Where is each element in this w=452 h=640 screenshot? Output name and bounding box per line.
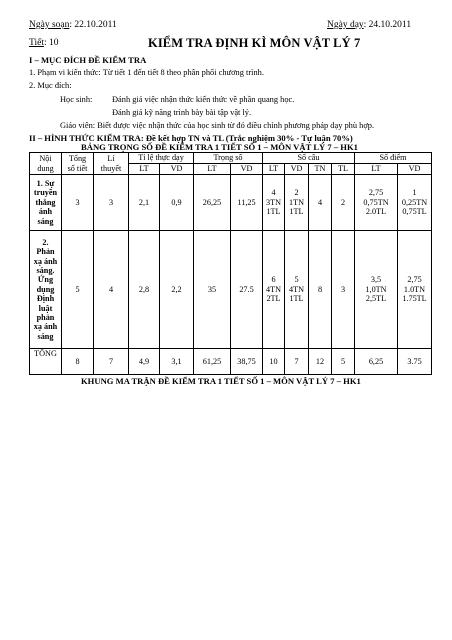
table-row	[30, 231, 432, 349]
sub-header: LT	[129, 164, 160, 175]
cell-sc-vd: 2 1TN 1TL	[285, 175, 309, 231]
date-composed-value: : 22.10.2011	[69, 20, 117, 30]
student-goal-2: Đánh giá kỹ năng trình bày bài tập vật lý.	[112, 108, 252, 117]
date-taught	[327, 20, 411, 30]
col-ti-le: Tỉ lệ thực dạy	[129, 153, 194, 164]
total-label: TỔNG	[30, 349, 62, 375]
cell-ts-lt: 26,25	[194, 175, 231, 231]
student-bullet	[60, 95, 92, 104]
col-tong-so-tiet: Tổng số tiết	[62, 153, 94, 175]
sub-header: TL	[332, 164, 355, 175]
cell-tong: 5	[62, 231, 94, 349]
total-ts-lt: 61,25	[194, 349, 231, 375]
col-trong-so: Trọng số	[194, 153, 263, 164]
student-goal-1: Đánh giá việc nhận thức kiến thức về phần quang học.	[112, 95, 295, 104]
sub-header: VD	[160, 164, 194, 175]
total-tong: 8	[62, 349, 94, 375]
student-label: Học sinh:	[60, 95, 93, 104]
table-title: BẢNG TRỌNG SỐ ĐỀ KIỂM TRA 1 TIẾT SỐ 1 – MÔN VẬT LÝ 7 – HK1	[81, 142, 358, 152]
matrix-title: KHUNG MA TRẬN ĐỀ KIỂM TRA 1 TIẾT SỐ 1 – MÔN VẬT LÝ 7 – HK1	[81, 376, 361, 386]
cell-ts-vd: 27.5	[231, 231, 263, 349]
cell-tl: 2	[332, 175, 355, 231]
date-composed	[29, 20, 117, 30]
total-sd-vd: 3.75	[398, 349, 432, 375]
cell-tl-vd: 0,9	[160, 175, 194, 231]
cell-sd-lt: 2,75 0,75TN 2.0TL	[355, 175, 398, 231]
cell-ts-lt: 35	[194, 231, 231, 349]
total-ts-vd: 38,75	[231, 349, 263, 375]
col-li-thuyet: Lí thuyết	[94, 153, 129, 175]
lesson-label: Tiết	[29, 38, 44, 48]
sub-header: TN	[309, 164, 332, 175]
sub-header: VD	[398, 164, 432, 175]
table-total-row	[30, 349, 432, 375]
scope-line: 1. Phạm vi kiến thức: Từ tiết 1 đến tiết 8 theo phân phối chương trình.	[29, 68, 264, 77]
cell-tl-vd: 2,2	[160, 231, 194, 349]
col-so-cau: Số câu	[263, 153, 355, 164]
cell-sc-lt: 4 3TN 1TL	[263, 175, 285, 231]
sub-header: VD	[231, 164, 263, 175]
cell-tl-lt: 2,8	[129, 231, 160, 349]
sub-header: LT	[194, 164, 231, 175]
cell-lt: 4	[94, 231, 129, 349]
cell-tn: 8	[309, 231, 332, 349]
cell-sd-lt: 3,5 1,0TN 2,5TL	[355, 231, 398, 349]
lesson-number	[29, 38, 58, 48]
cell-sd-vd: 2,75 1.0TN 1.75TL	[398, 231, 432, 349]
sub-header: LT	[355, 164, 398, 175]
table-header-row-1	[30, 153, 432, 164]
section-2-heading-prefix: II – HÌNH THỨC KIỂM TRA	[29, 133, 141, 143]
table-row	[30, 175, 432, 231]
section-1-heading: I – MỤC ĐÍCH ĐỀ KIỂM TRA	[29, 55, 147, 65]
teacher-bullet	[60, 121, 374, 130]
row-content: 2. Phản xạ ánh sáng. Ứng dụng Định luật phản xạ ánh sáng	[30, 231, 62, 349]
date-taught-value: : 24.10.2011	[363, 20, 412, 30]
cell-ts-vd: 11,25	[231, 175, 263, 231]
cell-tong: 3	[62, 175, 94, 231]
page-title: KIỂM TRA ĐỊNH KÌ MÔN VẬT LÝ 7	[148, 36, 361, 50]
total-sd-lt: 6,25	[355, 349, 398, 375]
cell-tn: 4	[309, 175, 332, 231]
row-content: 1. Sự truyền thẳng ánh sáng	[30, 175, 62, 231]
total-tl-vd: 3,1	[160, 349, 194, 375]
section-2-heading-rest: : Đề kết hợp TN và TL (Trắc nghiệm 30% - Tự luận 70%)	[140, 133, 353, 143]
teacher-goal: Giáo viên: Biết được việc nhận thức của học sinh từ đó điều chỉnh phương pháp dạy phù hợp.	[60, 121, 375, 130]
sub-header: VD	[285, 164, 309, 175]
cell-sc-vd: 5 4TN 1TL	[285, 231, 309, 349]
weight-table	[29, 152, 432, 375]
purpose-line: 2. Mục đích:	[29, 81, 72, 90]
total-tl: 5	[332, 349, 355, 375]
date-taught-label: Ngày dạy	[327, 20, 364, 30]
date-composed-label: Ngày soạn	[29, 20, 70, 30]
cell-lt: 3	[94, 175, 129, 231]
total-sc-lt: 10	[263, 349, 285, 375]
col-so-diem: Số điểm	[355, 153, 432, 164]
total-tn: 12	[309, 349, 332, 375]
col-noi-dung: Nội dung	[30, 153, 62, 175]
cell-sc-lt: 6 4TN 2TL	[263, 231, 285, 349]
total-tl-lt: 4,9	[129, 349, 160, 375]
cell-tl: 3	[332, 231, 355, 349]
total-sc-vd: 7	[285, 349, 309, 375]
lesson-value: : 10	[43, 38, 59, 48]
cell-sd-vd: 1 0,25TN 0,75TL	[398, 175, 432, 231]
total-lt: 7	[94, 349, 129, 375]
cell-tl-lt: 2,1	[129, 175, 160, 231]
sub-header: LT	[263, 164, 285, 175]
